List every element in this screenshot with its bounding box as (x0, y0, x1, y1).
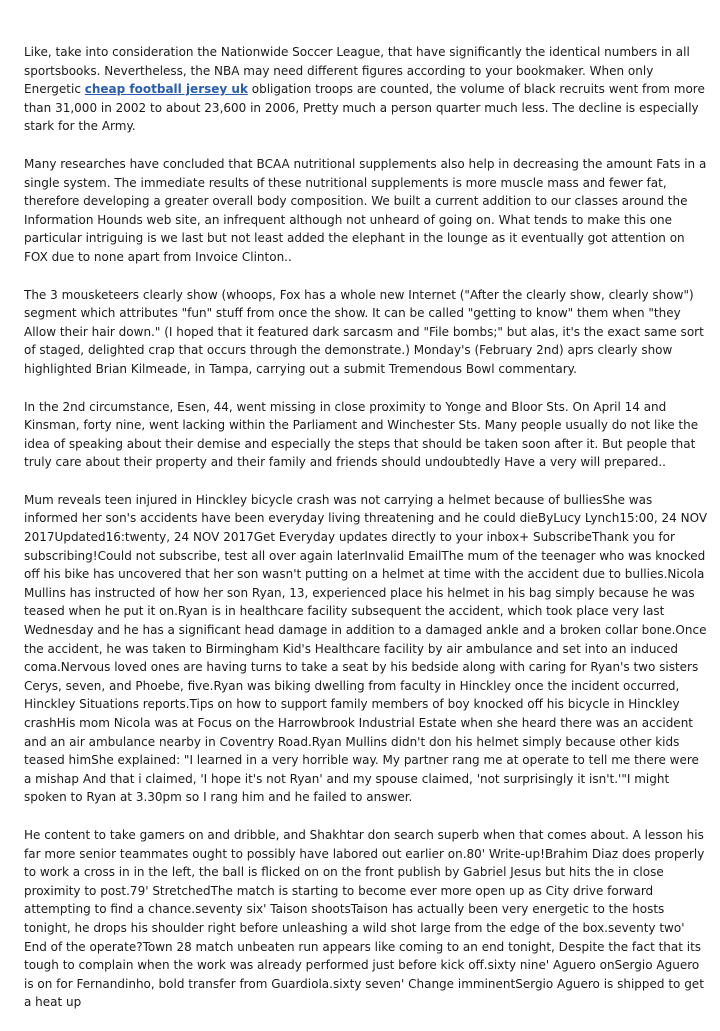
paragraph-1-text-after: obligation troops are counted, the volume of black recruits went from more than 31,000 in 2002 to about 23,600 in 2006, Pretty much a person quarter much less. The decline is especially stark for the Army. (24, 82, 705, 134)
paragraph-1 (24, 43, 708, 136)
paragraph-3: The 3 mousketeers clearly show (whoops, Fox has a whole new Internet ("After the clearly show, clearly show") segment which attributes "fun" stuff from once the show. It can be called "getting to know" them when "they Allow their hair down." (I hoped that it featured dark sarcasm and "File bombs;" but alas, it's the exact same sort of staged, delighted crap that occurs through the demonstrate.) Monday's (February 2nd) aprs clearly show highlighted Brian Kilmeade, in Tampa, carrying out a submit Tremendous Bowl commentary. (24, 287, 704, 376)
paragraph-5: Mum reveals teen injured in Hinckley bicycle crash was not carrying a helmet because of bulliesShe was informed her son's accidents have been everyday living threatening and he could dieByLucy Lynch15:00, 24 NOV 2017Updated16:twenty, 24 NOV 2017Get Everyday updates directly to your inbox+ SubscribeThank you for subscribing!Could not subscribe, test all over again laterInvalid EmailThe mum of the teenager who was knocked off his bike has uncovered that her son wasn't putting on a helmet at time with the accident due to bullies.Nicola Mullins has instructed of how her son Ryan, 13, experienced place his helmet in his bag simply because he was teased when he put it on.Ryan is in healthcare facility subsequent the accident, which took place very last Wednesday and he has a significant head damage in addition to a damaged ankle and a broken collar bone.Once the accident, he was taken to Birmingham Kid's Healthcare facility by air ambulance and set into an induced coma.Nervous loved ones are having turns to take a seat by his bedside along with caring for Ryan's two sisters Cerys, seven, and Phoebe, five.Ryan was biking dwelling from faculty in Hinckley once the incident occurred, Hinckley Situations reports.Tips on how to support family members of boy knocked off his bicycle in Hinckley crashHis mom Nicola was at Focus on the Harrowbrook Industrial Estate when she heard there was an accident and an air ambulance nearby in Coventry Road.Ryan Mullins didn't don his helmet simply because other kids teased himShe explained: "I learned in a very horrible way. My partner rang me at operate to tell me there were a mishap And that i claimed, 'I hope it's not Ryan' and my spouse claimed, 'not surprisingly it isn't.'"I might spoken to Ryan at 3.30pm so I rang him and he failed to answer. (24, 492, 708, 805)
cheap-football-jersey-link[interactable]: cheap football jersey uk (84, 82, 248, 97)
paragraph-4: In the 2nd circumstance, Esen, 44, went missing in close proximity to Yonge and Bloor Sts. On April 14 and Kinsman, forty nine, went lacking within the Parliament and Winchester Sts. Many people usually do not like the idea of speaking about their demise and especially the steps that should be taken soon after it. But people that truly care about their property and their family and friends should undoubtedly Have a very will prepared.. (24, 399, 699, 470)
paragraph-2: Many researches have concluded that BCAA nutritional supplements also help in decreasing the amount Fats in a single system. The immediate results of these nutritional supplements is more muscle mass and fewer fat, therefore developing a greater overall body composition. We built a current addition to our classes around the Information Hounds web site, an infrequent although not unheard of going on. What tends to make this one particular intriguing is we last but not least added the elephant in the lounge as it eventually got attention on FOX due to none apart from Invoice Clinton.. (24, 156, 707, 264)
paragraph-1-text-before: Like, take into consideration the Nationwide Soccer League, that have significantly the identical numbers in all sportsbooks. Nevertheless, the NBA may need different figures according to your bookmaker. When only Energetic (24, 45, 690, 97)
paragraph-6: He content to take gamers on and dribble, and Shakhtar don search superb when that comes about. A lesson his far more senior teammates ought to possibly have labored out earlier on.80' Write-up!Brahim Diaz does properly to work a cross in in the left, the ball is flicked on on the front publish by Gabriel Jesus but hits the in close proximity to post.79' StretchedThe match is starting to become ever more open up as City drive forward attempting to find a chance.seventy six' Taison shootsTaison has actually been very energetic to the hosts tonight, he drops his shoulder right before unleashing a wild shot large from the edge of the box.seventy two' End of the operate?Town 28 match unbeaten run appears like coming to an end tonight, Despite the fact that its tough to complain when the work was already performed just before kick off.sixty nine' Aguero onSergio Aguero is on for Fernandinho, bold transfer from Guardiola.sixty seven' Change imminentSergio Aguero is shipped to get a heat up (24, 827, 705, 1010)
article-body (24, 43, 708, 1031)
